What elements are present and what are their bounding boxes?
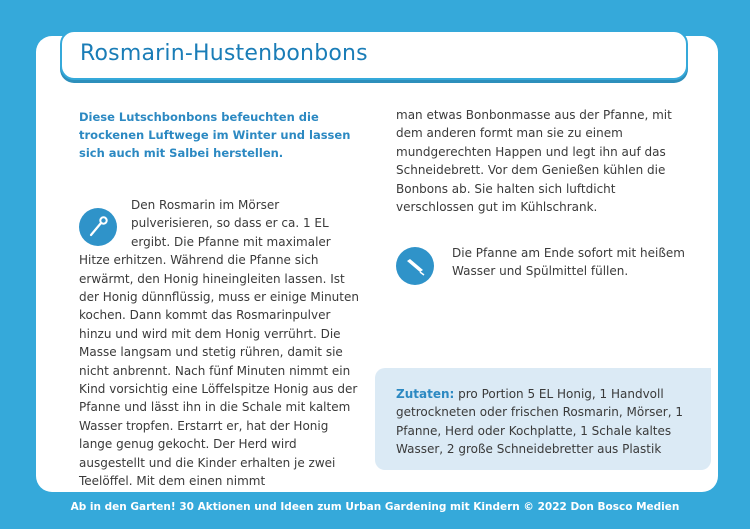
footer-credit: Ab in den Garten! 30 Aktionen und Ideen zum Urban Gardening mit Kindern © 2022 Don Bosco Medien	[70, 501, 680, 513]
method-text: Den Rosmarin im Mörser pulverisieren, so dass er ca. 1 EL ergibt. Die Pfanne mit maximaler Hitze erhitzen. Während die Pfanne sich erwärmt, den Honig hineingleiten lassen. Ist der Honig dünnflüssig, muss er einige Minuten kochen. Dann kommt das Rosmarinpulver hinzu und wird mit dem Honig verrührt. Die Masse langsam und stetig rühren, damit sie nicht anbrennt. Nach fünf Minuten nimmt ein Kind vorsichtig eine Löffelspitze Honig aus der Pfanne und lässt ihn in die Schale mit kaltem Wasser tropfen. Erstarrt er, hat der Honig lange genug gekocht. Der Herd wird ausgestellt und die Kinder erhalten je zwei Teelöffel. Mit dem einen nimmt	[79, 198, 359, 489]
method-text-continued: man etwas Bonbonmasse aus der Pfanne, mit dem anderen formt man sie zu einem mundgerechten Happen und legt ihn auf das Schneidebrett. Vor dem Genießen kühlen die Bonbons ab. Sie halten sich luftdicht verschlossen gut im Kühlschrank.	[396, 108, 672, 215]
ingredients-paragraph	[396, 385, 696, 459]
brush-icon-graphic	[402, 253, 428, 279]
right-column	[396, 106, 696, 216]
method-section	[79, 196, 362, 491]
method-icon-wrap	[79, 196, 131, 244]
ingredients-text: pro Portion 5 EL Honig, 1 Handvoll getrockneten oder frischen Rosmarin, Mörser, 1 Pfanne, Herd oder Kochplatte, 1 Schale kaltes Wasser, 2 große Schneidebretter aus Plastik	[396, 387, 683, 457]
brush-icon	[396, 247, 434, 285]
tip-text: Die Pfanne am Ende sofort mit heißem Wasser und Spülmittel füllen.	[452, 246, 685, 279]
intro-text: Diese Lutschbonbons befeuchten die trockenen Luftwege im Winter und lassen sich auch mit Salbei herstellen.	[79, 110, 351, 160]
ingredients-box	[375, 368, 711, 470]
left-column	[79, 108, 362, 491]
pestle-icon	[79, 208, 117, 246]
title-box	[60, 30, 688, 80]
pestle-icon-graphic	[85, 214, 111, 240]
page-title: Rosmarin-Hustenbonbons	[80, 41, 368, 66]
ingredients-label: Zutaten:	[396, 387, 455, 401]
